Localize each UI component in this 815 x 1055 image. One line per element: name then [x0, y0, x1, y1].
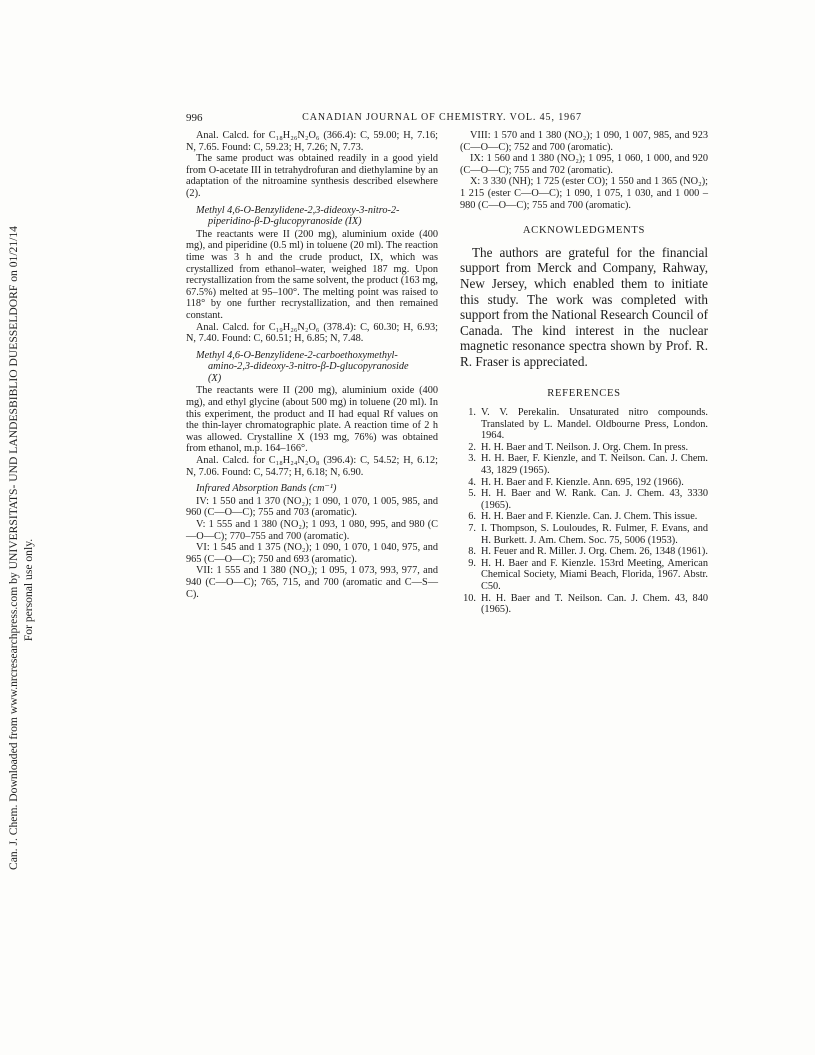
page-number: 996: [186, 112, 203, 124]
ir-entry: VIII: 1 570 and 1 380 (NO₂); 1 090, 1 007, 985, and 923 (C—O—C); 752 and 700 (aromatic).: [460, 130, 708, 153]
heading-line: (X): [208, 372, 222, 384]
heading-line: piperidino-β-D-glucopyranoside (IX): [208, 216, 362, 228]
heading-line: Methyl 4,6-O-Benzylidene-2,3-dideoxy-3-nitro-2-: [196, 204, 400, 216]
reference-number: 2.: [468, 441, 476, 453]
reference-item: [460, 546, 708, 558]
analysis-paragraph: Anal. Calcd. for C₁₉H₂₆N₂O₆ (378.4): C, 60.30; H, 6.93; N, 7.40. Found: C, 60.51; H, 6.85; N, 7.48.: [186, 321, 438, 345]
reference-text: H. Feuer and R. Miller. J. Org. Chem. 26, 1348 (1961).: [481, 546, 708, 558]
heading-line: Methyl 4,6-O-Benzylidene-2-carboethoxymethyl-: [196, 349, 398, 361]
reference-number: 3.: [468, 453, 476, 465]
reference-text: I. Thompson, S. Louloudes, R. Fulmer, F. Evans, and H. Burkett. J. Am. Chem. Soc. 75, 5006 (1953).: [481, 523, 708, 546]
reference-item: [460, 511, 708, 523]
download-notice-line-2: For personal use only.: [22, 538, 35, 642]
right-column: [460, 130, 708, 616]
reference-text: H. H. Baer and W. Rank. Can. J. Chem. 43, 3330 (1965).: [481, 488, 708, 511]
ir-entry: IV: 1 550 and 1 370 (NO₂); 1 090, 1 070, 1 005, 985, and 960 (C—O—C); 755 and 703 (aromatic).: [186, 495, 438, 519]
reference-item: [460, 593, 708, 616]
reference-text: H. H. Baer and F. Kienzle. Ann. 695, 192 (1966).: [481, 476, 684, 488]
reference-item: [460, 442, 708, 454]
ir-entry: X: 3 330 (NH); 1 725 (ester CO); 1 550 and 1 365 (NO₂); 1 215 (ester C—O—C); 1 090, 1 075, 1 030, and 1 000 – 980 (C—O—C); 755 and 700 (aromatic).: [460, 176, 708, 211]
infrared-heading: Infrared Absorption Bands (cm⁻¹): [196, 483, 337, 495]
reference-text: H. H. Baer and F. Kienzle. 153rd Meeting, American Chemical Society, Miami Beach, Florida, 1967. Abstr. C50.: [481, 557, 708, 592]
reference-list: [460, 407, 708, 616]
ir-entry: IX: 1 560 and 1 380 (NO₂); 1 095, 1 060, 1 000, and 920 (C—O—C); 755 and 702 (aromatic).: [460, 153, 708, 176]
body-paragraph: The reactants were II (200 mg), aluminium oxide (400 mg), and ethyl glycine (about 500 mg) in toluene (20 ml). In this experiment, the product and II had equal Rf values on the thin-layer chromatographic plate. A reaction time of 2 h was allowed. Crystalline X (193 mg, 76%) was obtained from ethanol, m.p. 164–166°.: [186, 385, 438, 455]
reference-item: [460, 407, 708, 442]
analysis-paragraph: Anal. Calcd. for C₁₈H₂₄N₂O₈ (396.4): C, 54.52; H, 6.12; N, 7.06. Found: C, 54.77; H, 6.18; N, 6.90.: [186, 455, 438, 478]
reference-number: 10.: [463, 592, 476, 604]
reference-item: [460, 453, 708, 476]
download-notice-line-1: Can. J. Chem. Downloaded from www.nrcresearchpress.com by UNIVERSITATS- UND LANDESBIBLIO DUESSELDORF on 01/21/14: [7, 226, 20, 870]
reference-text: H. H. Baer and F. Kienzle. Can. J. Chem. This issue.: [481, 511, 698, 523]
references-heading: REFERENCES: [547, 387, 621, 399]
reference-number: 6.: [468, 511, 476, 523]
ir-entry: V: 1 555 and 1 380 (NO₂); 1 093, 1 080, 995, and 980 (C—O—C); 770–755 and 700 (aromatic).: [186, 519, 438, 542]
reference-number: 7.: [468, 523, 476, 535]
compound-heading-x: [196, 350, 438, 385]
acknowledgments-heading: ACKNOWLEDGMENTS: [522, 225, 646, 237]
reference-number: 4.: [468, 476, 476, 488]
reference-text: H. H. Baer, F. Kienzle, and T. Neilson. Can. J. Chem. 43, 1829 (1965).: [481, 453, 708, 477]
reference-number: 9.: [468, 557, 476, 569]
reference-number: 1.: [468, 407, 476, 419]
running-head: CANADIAN JOURNAL OF CHEMISTRY. VOL. 45, 1967: [302, 112, 582, 123]
reference-item: [460, 523, 708, 546]
reference-item: [460, 488, 708, 511]
reference-text: H. H. Baer and T. Neilson. Can. J. Chem. 43, 840 (1965).: [481, 592, 708, 616]
left-column: [186, 130, 438, 600]
body-paragraph: The same product was obtained readily in a good yield from O-acetate III in tetrahydrofuran and diethylamine by an adaptation of the nitroamine synthesis described elsewhere (2).: [186, 153, 438, 199]
reference-number: 8.: [468, 546, 476, 558]
ir-entry: VII: 1 555 and 1 380 (NO₂); 1 095, 1 073, 993, 977, and 940 (C—O—C); 765, 715, and 700 (aromatic and C—S—C).: [186, 565, 438, 600]
ir-entry: VI: 1 545 and 1 375 (NO₂); 1 090, 1 070, 1 040, 975, and 965 (C—O—C); 750 and 693 (aromatic).: [186, 542, 438, 565]
analysis-paragraph: Anal. Calcd. for C₁₈H₂₆N₂O₆ (366.4): C, 59.00; H, 7.16; N, 7.65. Found: C, 59.23; H, 7.26; N, 7.73.: [186, 130, 438, 153]
heading-line: amino-2,3-dideoxy-3-nitro-β-D-glucopyranoside: [208, 361, 409, 373]
body-paragraph: The reactants were II (200 mg), aluminium oxide (400 mg), and piperidine (0.5 ml) in toluene (20 ml). The reaction time was 3 h and the crude product, IX, which was crystallized from ethanol–water, weighed 187 mg. Upon recrystallization from the same solvent, the product (163 mg, 67.5%) melted at 95–100°. The melting point was raised to 118° by one further recrystallization, and then remained constant.: [186, 228, 438, 321]
download-notice: [6, 226, 38, 870]
reference-item: [460, 558, 708, 593]
acknowledgments-text: The authors are grateful for the financial support from Merck and Company, Rahway, New Jersey, which enabled them to initiate this study. The work was completed with support from the National Research Council of Canada. The kind interest in the nuclear magnetic resonance spectra shown by Prof. R. R. Fraser is appreciated.: [460, 244, 708, 369]
reference-number: 5.: [468, 488, 476, 500]
reference-item: [460, 477, 708, 489]
compound-heading-ix: [196, 205, 438, 228]
reference-text: V. V. Perekalin. Unsaturated nitro compounds. Translated by L. Mandel. Oldbourne Press, London. 1964.: [481, 407, 708, 442]
reference-text: H. H. Baer and T. Neilson. J. Org. Chem. In press.: [481, 441, 689, 453]
